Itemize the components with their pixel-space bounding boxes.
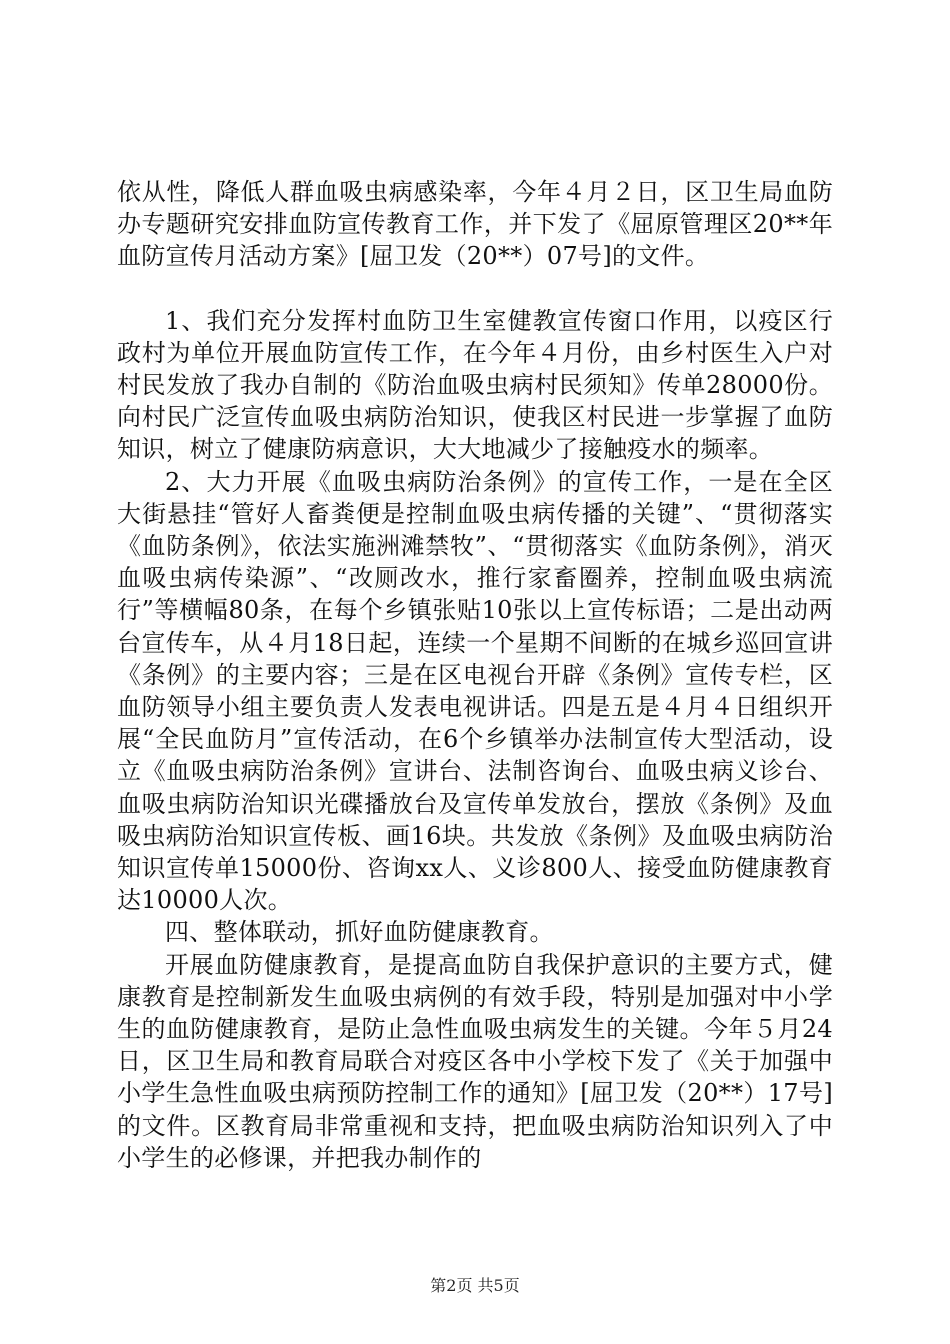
- document-body: [117, 176, 833, 1174]
- paragraph-item-1: 1、我们充分发挥村血防卫生室健教宣传窗口作用，以疫区行政村为单位开展血防宣传工作，在今年４月份，由乡村医生入户对村民发放了我办自制的《防治血吸虫病村民须知》传单28000份。向村民广泛宣传血吸虫病防治知识，使我区村民进一步掌握了血防知识，树立了健康防病意识，大大地减少了接触疫水的频率。: [117, 306, 833, 464]
- page-number: 第2页 共5页: [430, 1276, 520, 1295]
- section-heading-4: 四、整体联动，抓好血防健康教育。: [165, 918, 554, 947]
- paragraph-health-education: 开展血防健康教育，是提高血防自我保护意识的主要方式，健康教育是控制新发生血吸虫病例的有效手段，特别是加强对中小学生的血防健康教育，是防止急性血吸虫病发生的关键。今年５月24日，区卫生局和教育局联合对疫区各中小学校下发了《关于加强中小学生急性血吸虫病预防控制工作的通知》[屈卫发（20**）17号]的文件。区教育局非常重视和支持，把血吸虫病防治知识列入了中小学生的必修课，并把我办制作的: [117, 950, 833, 1172]
- paragraph-item-2: 2、大力开展《血吸虫病防治条例》的宣传工作，一是在全区大街悬挂“管好人畜粪便是控制血吸虫病传播的关键”、“贯彻落实《血防条例》，依法实施洲滩禁牧”、“贯彻落实《血防条例》，消灭血吸虫病传染源”、“改厕改水，推行家畜圈养，控制血吸虫病流行”等横幅80条，在每个乡镇张贴10张以上宣传标语；二是出动两台宣传车，从４月18日起，连续一个星期不间断的在城乡巡回宣讲《条例》的主要内容；三是在区电视台开辟《条例》宣传专栏，区血防领导小组主要负责人发表电视讲话。四是五是４月４日组织开展“全民血防月”宣传活动，在6个乡镇举办法制宣传大型活动，设立《血吸虫病防治条例》宣讲台、法制咨询台、血吸虫病义诊台、血吸虫病防治知识光碟播放台及宣传单发放台，摆放《条例》及血吸虫病防治知识宣传板、画16块。共发放《条例》及血吸虫病防治知识宣传单15000份、咨询xx人、义诊800人、接受血防健康教育达10000人次。: [117, 467, 833, 915]
- paragraph-continuation: 依从性，降低人群血吸虫病感染率，今年４月２日，区卫生局血防办专题研究安排血防宣传教育工作，并下发了《屈原管理区20**年血防宣传月活动方案》[屈卫发（20**）07号]的文件。: [117, 178, 833, 271]
- paragraph-spacer: [117, 273, 833, 305]
- page-footer: [0, 1276, 950, 1296]
